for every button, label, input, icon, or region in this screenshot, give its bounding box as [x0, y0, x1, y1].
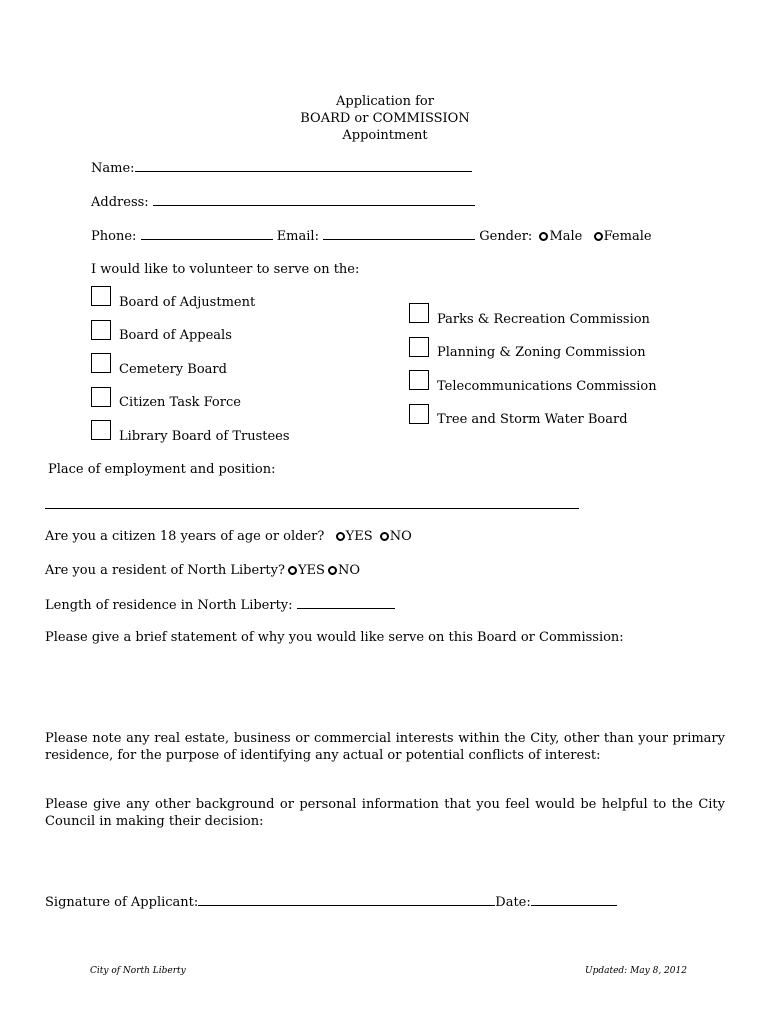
- residence-length-row: [45, 597, 395, 614]
- citizen-task-force-label: Citizen Task Force: [119, 395, 241, 410]
- citizen-yes-radio[interactable]: [336, 532, 345, 541]
- cemetery-board-checkbox[interactable]: [91, 353, 111, 373]
- employment-label: Place of employment and position:: [48, 462, 276, 477]
- email-field[interactable]: [323, 228, 475, 240]
- name-label: Name:: [91, 161, 135, 176]
- parks-recreation-label: Parks & Recreation Commission: [437, 312, 650, 327]
- form-title-line3: Appointment: [342, 128, 428, 143]
- telecommunications-label: Telecommunications Commission: [437, 379, 657, 394]
- resident-yes-label: YES: [297, 563, 325, 578]
- why-statement-area[interactable]: [45, 650, 725, 720]
- gender-male-label: Male: [549, 229, 583, 244]
- resident-yes-radio[interactable]: [288, 566, 297, 575]
- tree-storm-water-label: Tree and Storm Water Board: [437, 412, 628, 427]
- phone-field[interactable]: [141, 228, 273, 240]
- library-board-label: Library Board of Trustees: [119, 429, 290, 444]
- resident-no-radio[interactable]: [328, 566, 337, 575]
- library-board-checkbox[interactable]: [91, 420, 111, 440]
- signature-label: Signature of Applicant:: [45, 895, 199, 910]
- gender-female-label: Female: [603, 229, 652, 244]
- board-of-adjustment-label: Board of Adjustment: [119, 295, 256, 310]
- signature-field[interactable]: [198, 894, 495, 906]
- board-of-adjustment-checkbox[interactable]: [91, 286, 111, 306]
- resident-row: [45, 563, 360, 579]
- interests-statement-label: Please note any real estate, business or commercial interests within the City, other than your primary residence, for the purpose of identifying any actual or potential conflicts of interest:: [45, 731, 725, 763]
- planning-zoning-label: Planning & Zoning Commission: [437, 345, 646, 360]
- name-field[interactable]: [135, 160, 472, 172]
- parks-recreation-checkbox[interactable]: [409, 303, 429, 323]
- background-statement-label: Please give any other background or personal information that you feel would be helpful to the City Council in making their decision:: [45, 797, 725, 829]
- citizen-question: Are you a citizen 18 years of age or older?: [45, 529, 325, 544]
- address-row: [91, 194, 475, 211]
- address-label: Address:: [91, 195, 149, 210]
- citizen-no-label: NO: [389, 529, 412, 544]
- footer-updated-date: Updated: May 8, 2012: [585, 966, 687, 976]
- telecommunications-checkbox[interactable]: [409, 370, 429, 390]
- residence-length-label: Length of residence in North Liberty:: [45, 598, 293, 613]
- board-of-appeals-checkbox[interactable]: [91, 320, 111, 340]
- cemetery-board-label: Cemetery Board: [119, 362, 227, 377]
- employment-field[interactable]: [45, 498, 579, 509]
- address-field[interactable]: [153, 194, 475, 206]
- interests-statement-area[interactable]: [45, 768, 725, 798]
- tree-storm-water-checkbox[interactable]: [409, 404, 429, 424]
- gender-male-radio[interactable]: [539, 232, 548, 241]
- citizen-yes-label: YES: [345, 529, 373, 544]
- footer-organization: City of North Liberty: [90, 966, 186, 976]
- board-of-appeals-label: Board of Appeals: [119, 328, 232, 343]
- gender-label: Gender:: [479, 229, 533, 244]
- date-field[interactable]: [531, 894, 617, 906]
- contact-row: [91, 228, 652, 245]
- name-row: [91, 160, 472, 177]
- resident-question: Are you a resident of North Liberty?: [45, 563, 285, 578]
- form-title-line2: BOARD or COMMISSION: [300, 111, 470, 126]
- email-label: Email:: [276, 229, 319, 244]
- resident-no-label: NO: [337, 563, 360, 578]
- why-statement-label: Please give a brief statement of why you would like serve on this Board or Commission:: [45, 630, 624, 645]
- residence-length-field[interactable]: [297, 597, 395, 609]
- planning-zoning-checkbox[interactable]: [409, 337, 429, 357]
- form-title-line1: Application for: [336, 94, 434, 109]
- gender-female-radio[interactable]: [594, 232, 603, 241]
- citizen-task-force-checkbox[interactable]: [91, 387, 111, 407]
- background-statement-area[interactable]: [45, 834, 725, 890]
- citizen-no-radio[interactable]: [380, 532, 389, 541]
- signature-row: [45, 894, 617, 911]
- citizen-row: [45, 529, 412, 545]
- date-label: Date:: [495, 895, 531, 910]
- volunteer-prompt: I would like to volunteer to serve on the:: [91, 262, 360, 277]
- phone-label: Phone:: [91, 229, 137, 244]
